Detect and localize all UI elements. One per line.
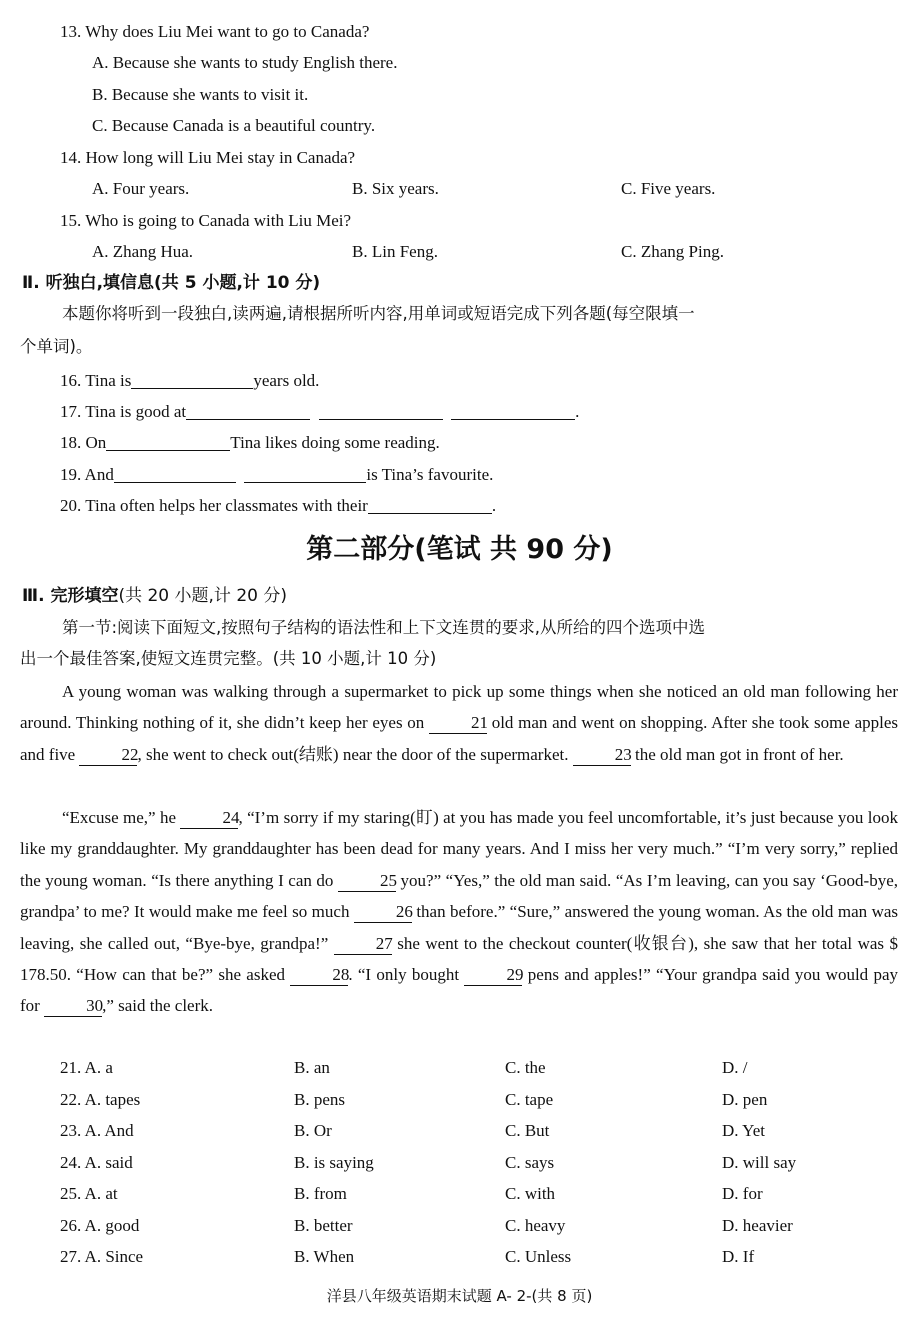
question-16-text-before: 16. Tina is [60, 371, 132, 390]
passage-text: you?” “Yes,” the old man said. “As I’m leaving, can you say ‘Good-bye, grandpa’ to me? It would make me feel so much [20, 870, 899, 922]
option-24-c[interactable]: C. says [505, 1153, 555, 1172]
option-25-b[interactable]: B. from [294, 1184, 347, 1203]
question-19-text-after: is Tina’s favourite. [366, 465, 494, 484]
blank-28[interactable]: 28 [290, 965, 348, 986]
passage-text: pens and apples!” “Your grandpa said you would pay for [20, 965, 899, 1016]
passage-text: . “I only bought [348, 965, 460, 985]
question-17-blank-2[interactable] [319, 401, 443, 420]
question-18-text-after: Tina likes doing some reading. [230, 433, 440, 452]
question-14-stem: 14. How long will Liu Mei stay in Canada? [60, 148, 356, 167]
question-13-option-c: C. Because Canada is a beautiful country. [92, 116, 376, 135]
option-22-d[interactable]: D. pen [722, 1090, 768, 1109]
question-13-stem: 13. Why does Liu Mei want to go to Canada? [60, 22, 370, 41]
question-14-option-a: A. Four years. [92, 179, 190, 198]
option-23-d[interactable]: D. Yet [722, 1121, 765, 1140]
option-21-c[interactable]: C. the [505, 1058, 546, 1077]
option-27-c[interactable]: C. Unless [505, 1247, 572, 1266]
option-27-a[interactable]: 27. A. Since [60, 1247, 144, 1266]
blank-30[interactable]: 30 [44, 996, 102, 1017]
option-22-b[interactable]: B. pens [294, 1090, 345, 1109]
passage-text: ,” said the clerk. [102, 996, 214, 1016]
question-13-option-b: B. Because she wants to visit it. [92, 85, 309, 104]
question-19 [60, 461, 493, 486]
section-3-title-main: Ⅲ. 完形填空 [22, 586, 119, 606]
option-21-d[interactable]: D. / [722, 1058, 748, 1077]
option-24-d[interactable]: D. will say [722, 1153, 797, 1172]
option-21-a[interactable]: 21. A. a [60, 1058, 113, 1077]
passage-text: , “I’m sorry if my staring(盯) at you has made you feel uncomfortable, it’s just because you look like my granddaughter. My granddaughter has been dead for many years. And I miss her very much.” “I’m very sorry,” replied the young woman. “Is there anything I can do [20, 808, 898, 890]
question-14-option-c: C. Five years. [621, 179, 716, 198]
question-18 [60, 429, 440, 454]
page-footer: 洋县八年级英语期末试题 A- 2-(共 8 页) [326, 1287, 593, 1305]
question-15-option-c: C. Zhang Ping. [621, 242, 724, 261]
passage-paragraph-1 [20, 676, 898, 770]
blank-27[interactable]: 27 [334, 934, 392, 955]
passage-paragraph-2 [20, 802, 898, 1022]
passage-text: she went to the checkout counter(收银台), she saw that her total was $ 178.50. “How can that be?” she asked [20, 933, 898, 985]
option-25-d[interactable]: D. for [722, 1184, 763, 1203]
question-20-text-before: 20. Tina often helps her classmates with their [60, 496, 368, 515]
blank-21[interactable]: 21 [429, 713, 487, 734]
question-15-option-b: B. Lin Feng. [352, 242, 438, 261]
section-3-title [22, 585, 287, 607]
blank-23[interactable]: 23 [573, 745, 631, 766]
passage-text: “Excuse me,” he [62, 808, 177, 827]
question-16-text-after: years old. [253, 371, 320, 390]
option-27-b[interactable]: B. When [294, 1247, 355, 1266]
question-13-option-a: A. Because she wants to study English there. [92, 53, 398, 72]
blank-24[interactable]: 24 [180, 808, 238, 829]
passage-text: A young woman was walking through a supermarket to pick up some things when she noticed an old man following her around. Thinking nothing of it, she didn’t keep her eyes on [20, 682, 898, 733]
question-17 [60, 398, 579, 423]
option-26-d[interactable]: D. heavier [722, 1216, 793, 1235]
question-16-blank[interactable] [131, 370, 253, 389]
option-25-a[interactable]: 25. A. at [60, 1184, 118, 1203]
option-23-b[interactable]: B. Or [294, 1121, 332, 1140]
question-17-blank-3[interactable] [451, 401, 575, 420]
option-26-b[interactable]: B. better [294, 1216, 353, 1235]
passage-text: , she went to check out(结账) near the door of the supermarket. [137, 744, 569, 764]
question-17-blank-1[interactable] [186, 401, 310, 420]
section-3-instructions-line1: 第一节:阅读下面短文,按照句子结构的语法性和上下文连贯的要求,从所给的四个选项中选 [62, 618, 706, 637]
option-23-c[interactable]: C. But [505, 1121, 550, 1140]
option-24-b[interactable]: B. is saying [294, 1153, 374, 1172]
passage-text: the old man got in front of her. [634, 744, 844, 764]
question-19-blank-1[interactable] [114, 464, 236, 483]
section-3-instructions-line2: 出一个最佳答案,使短文连贯完整。(共 10 小题,计 10 分) [20, 649, 437, 668]
question-16 [60, 367, 319, 392]
section-3-title-sub: (共 20 小题,计 20 分) [118, 586, 288, 606]
question-14-option-b: B. Six years. [352, 179, 439, 198]
question-17-text-before: 17. Tina is good at [60, 402, 187, 421]
question-19-blank-2[interactable] [244, 464, 366, 483]
option-21-b[interactable]: B. an [294, 1058, 330, 1077]
option-27-d[interactable]: D. If [722, 1247, 755, 1266]
question-15-option-a: A. Zhang Hua. [92, 242, 194, 261]
option-24-a[interactable]: 24. A. said [60, 1153, 133, 1172]
blank-25[interactable]: 25 [338, 871, 396, 892]
section-2-instructions-line1: 本题你将听到一段独白,读两遍,请根据所听内容,用单词或短语完成下列各题(每空限填一 [62, 304, 695, 323]
passage-text: old man and went on shopping. After she took some apples and five [20, 713, 899, 764]
question-20-blank[interactable] [368, 495, 492, 514]
option-22-a[interactable]: 22. A. tapes [60, 1090, 141, 1109]
blank-22[interactable]: 22 [79, 745, 137, 766]
option-22-c[interactable]: C. tape [505, 1090, 554, 1109]
option-26-c[interactable]: C. heavy [505, 1216, 566, 1235]
question-18-text-before: 18. On [60, 433, 107, 452]
question-20 [60, 492, 496, 517]
blank-26[interactable]: 26 [354, 902, 412, 923]
question-15-stem: 15. Who is going to Canada with Liu Mei? [60, 211, 352, 230]
blank-29[interactable]: 29 [464, 965, 522, 986]
question-18-blank[interactable] [106, 432, 230, 451]
section-2-instructions-line2: 个单词)。 [20, 337, 93, 356]
option-26-a[interactable]: 26. A. good [60, 1216, 140, 1235]
part-2-title: 第二部分(笔试 共 90 分) [306, 534, 613, 565]
passage-text: than before.” “Sure,” answered the young woman. As the old man was leaving, she called out, “Bye-bye, grandpa!” [20, 902, 899, 953]
option-25-c[interactable]: C. with [505, 1184, 556, 1203]
question-20-text-after: . [491, 496, 497, 515]
question-19-text-before: 19. And [60, 465, 114, 484]
question-17-text-after: . [575, 402, 580, 421]
option-23-a[interactable]: 23. A. And [60, 1121, 134, 1140]
section-2-title: Ⅱ. 听独白,填信息(共 5 小题,计 10 分) [22, 273, 321, 293]
